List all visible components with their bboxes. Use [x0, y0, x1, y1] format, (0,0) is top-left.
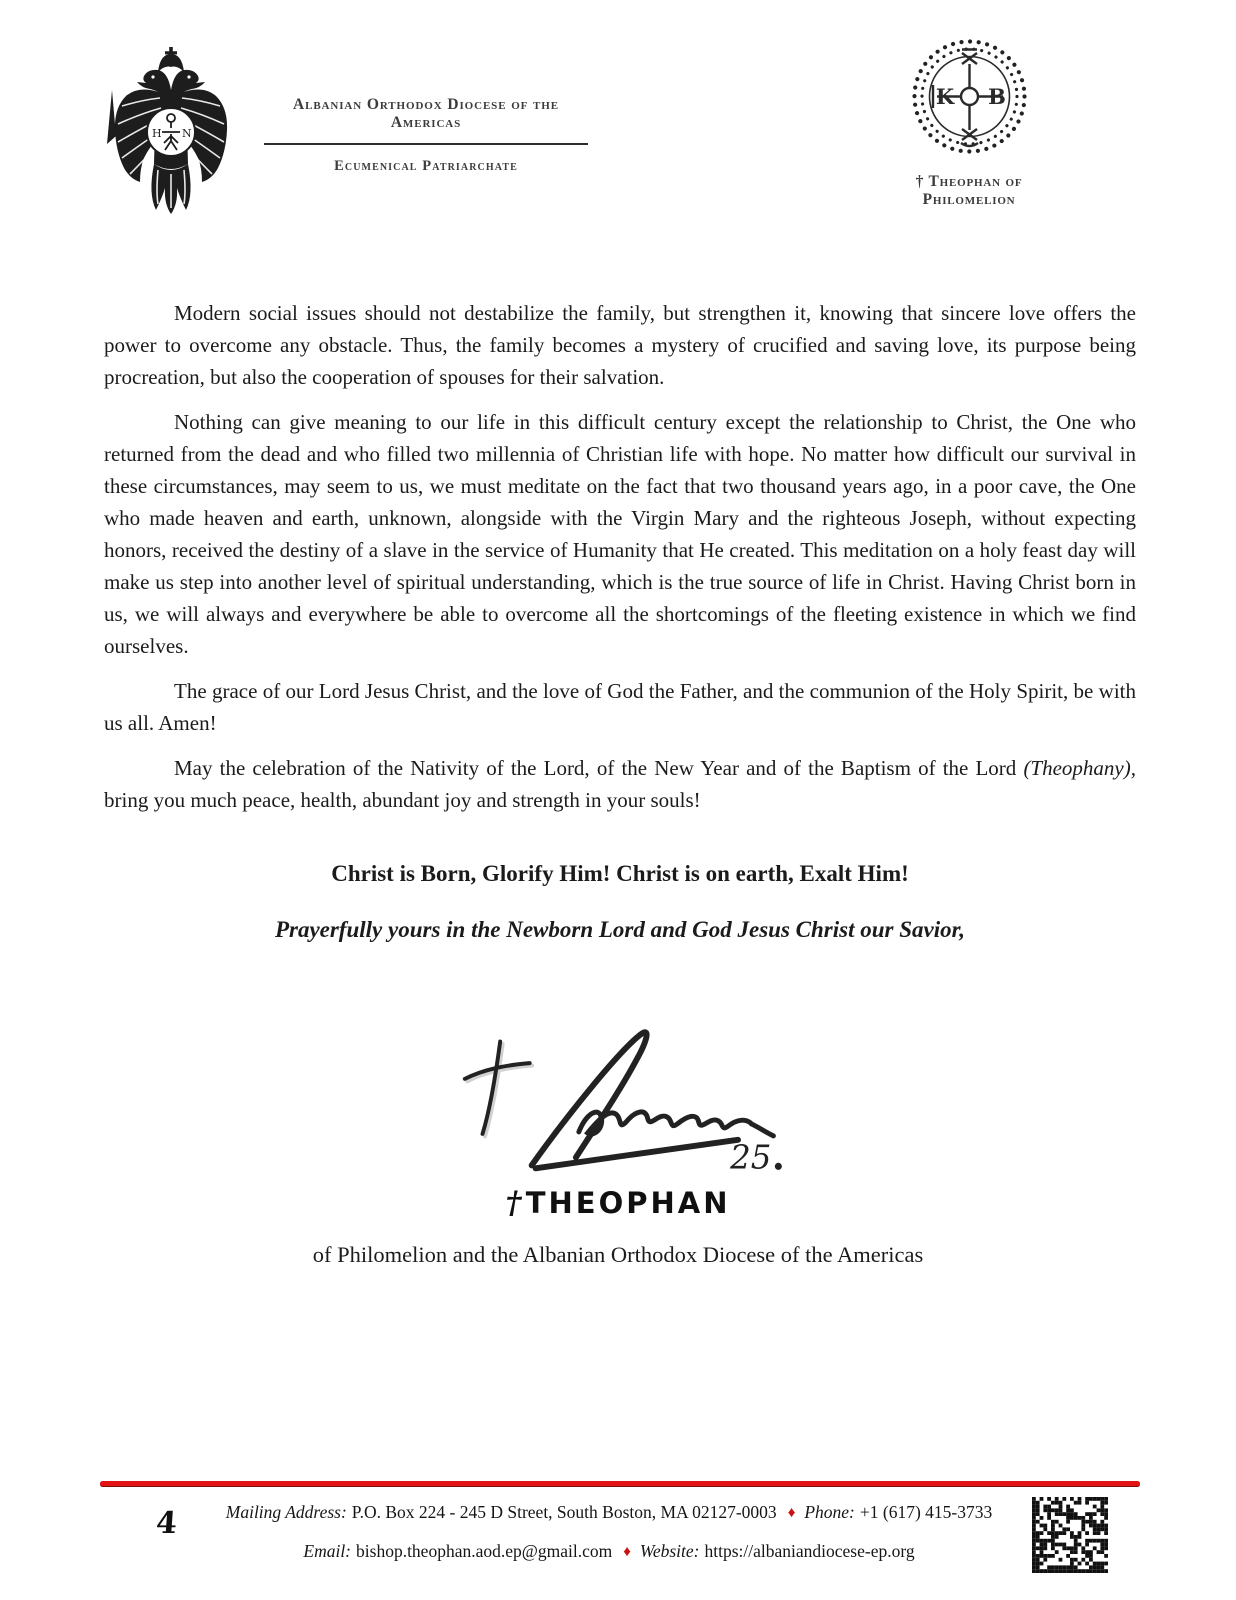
letterhead-divider: [264, 143, 588, 145]
letterhead-title-block: [258, 96, 594, 175]
mailing-address-value: P.O. Box 224 - 245 D Street, South Boston, MA 02127-0003: [351, 1502, 777, 1522]
diamond-separator-icon: ♦: [623, 1544, 631, 1560]
theophany-italic: (Theophany),: [1023, 756, 1136, 780]
double-headed-eagle-logo: [106, 46, 236, 216]
seal-monogram-right: B: [987, 84, 1006, 109]
website-value: https://albaniandiocese-ep.org: [704, 1541, 915, 1561]
diamond-separator-icon: ♦: [787, 1505, 796, 1521]
paragraph-meaning-of-life: Nothing can give meaning to our life in this difficult century except the relationship to Christ, the One who returned from the dead and who filled two millennia of Christian life with hope. No matter how difficult our survival in these circumstances, may seem to us, we must meditate on the fact that two thousand years ago, in a poor cave, the One who made heaven and earth, unknown, alongside with the Virgin Mary and the righteous Joseph, without expecting honors, received the destiny of a slave in the service of Humanity that He created. This meditation on a holy feast day will make us step into another level of spiritual understanding, which is the true source of life in Christ. Having Christ born in us, we will always and everywhere be able to overcome all the shortcomings of the fleeting existence in which we find ourselves.: [104, 410, 1136, 658]
footer-contact-block: [160, 1494, 1060, 1572]
valediction-line: Prayerfully yours in the Newborn Lord and God Jesus Christ our Savior,: [274, 917, 966, 942]
seal-monogram-left: K: [935, 84, 954, 109]
bishop-seal-block: [880, 34, 1058, 209]
nativity-wishes-tail: bring you much peace, health, abundant joy and strength in your souls!: [104, 788, 701, 812]
paragraph-nativity-wishes: [104, 752, 1136, 816]
printed-signature-name: [0, 1185, 1236, 1221]
seal-caption: † Theophan of Philomelion: [915, 173, 1023, 208]
signature-title-line: of Philomelion and the Albanian Orthodox Diocese of the Americas: [312, 1242, 924, 1267]
organization-subtitle: Ecumenical Patriarchate: [334, 158, 518, 174]
eagle-monogram-right: N: [182, 127, 192, 140]
mailing-address-label: Mailing Address:: [225, 1502, 347, 1522]
footer-line-1: [160, 1494, 1060, 1533]
nativity-wishes-lead: May the celebration of the Nativity of the Lord, of the New Year and of the Baptism of the Lord: [174, 756, 1024, 780]
page-number: 4: [154, 1506, 179, 1541]
signature-cross-icon: †: [505, 1185, 525, 1221]
phone-value: +1 (617) 415-3733: [859, 1502, 993, 1522]
phone-label: Phone:: [804, 1502, 855, 1522]
eagle-monogram-left: H: [152, 127, 162, 140]
paragraph-family: Modern social issues should not destabilize the family, but strengthen it, knowing that sincere love offers the power to overcome any obstacle. Thus, the family becomes a mystery of crucified and saving love, its purpose being procreation, but also the cooperation of spouses for their salvation.: [104, 301, 1136, 389]
signature-block: [0, 1014, 1236, 1268]
paragraph-grace: The grace of our Lord Jesus Christ, and the love of God the Father, and the communion of the Holy Spirit, be with us all. Amen!: [104, 679, 1136, 735]
letter-body: [104, 297, 1136, 943]
email-label: Email:: [303, 1541, 352, 1561]
website-label: Website:: [639, 1541, 700, 1561]
qr-code-icon: [1032, 1497, 1108, 1573]
footer-line-2: [160, 1533, 1060, 1572]
handwritten-signature-icon: [435, 1014, 817, 1186]
episcopal-seal-icon: [907, 34, 1032, 159]
double-headed-eagle-icon: [106, 46, 236, 216]
signature-year-mark: 25: [730, 1138, 772, 1177]
footer-red-rule: [100, 1481, 1140, 1486]
christ-is-born-headline: Christ is Born, Glorify Him! Christ is on earth, Exalt Him!: [331, 861, 909, 886]
organization-name: Albanian Orthodox Diocese of the Americas: [292, 96, 559, 131]
email-value: bishop.theophan.aod.ep@gmail.com: [356, 1541, 613, 1561]
printed-name-text: THEOPHAN: [525, 1186, 731, 1220]
